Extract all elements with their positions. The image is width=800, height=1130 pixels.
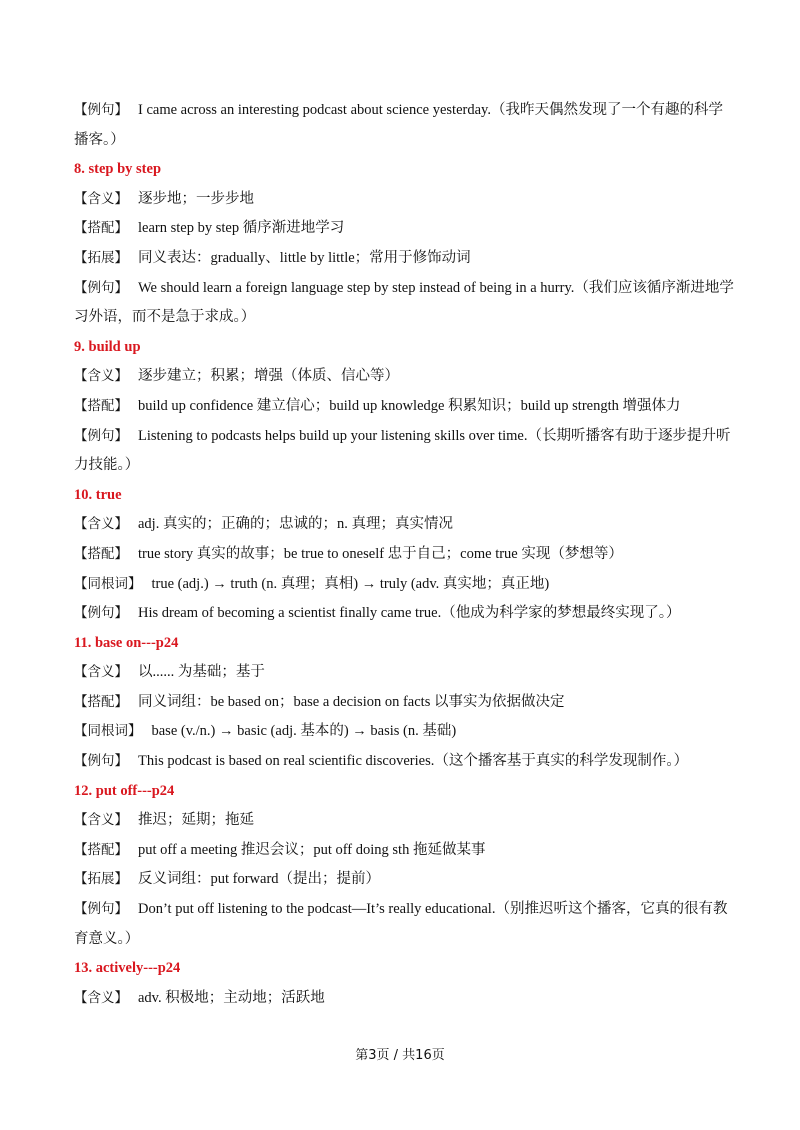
- entry-line: [74, 599, 734, 629]
- entry-tag: 【拓展】: [74, 871, 128, 888]
- entry-tag: 【含义】: [74, 989, 128, 1006]
- entry-line: [74, 717, 734, 747]
- entry-line: [74, 688, 734, 718]
- entry-tag: 【含义】: [74, 812, 128, 829]
- entry-tag: 【例句】: [74, 102, 128, 118]
- entry-content: Don’t put off listening to the podcast—It’s really educational.（别推迟听这个播客，它真的很有教育意义。）: [74, 901, 728, 947]
- entry-content: We should learn a foreign language step by step instead of being in a hurry.（我们应该循序渐进地学习外语，而不是急于求成。）: [74, 279, 734, 326]
- entry-line: [74, 836, 734, 866]
- entry-heading: 10. true: [74, 486, 122, 503]
- entry-tag: 【搭配】: [74, 693, 128, 710]
- entry-tag: 【含义】: [74, 664, 128, 681]
- entry-content: 以...... 为基础；基于: [138, 664, 265, 681]
- entry-content: 推迟；延期；拖延: [138, 812, 254, 829]
- document-body: [74, 96, 734, 1013]
- entry-content: 反义词组：put forward（提出；提前）: [138, 871, 381, 888]
- entry-tag: 【拓展】: [74, 249, 128, 266]
- entry-line: [74, 274, 734, 333]
- entry-heading: 8. step by step: [74, 161, 162, 178]
- entry-content: build up confidence 建立信心；build up knowledge 积累知识；build up strength 增强体力: [138, 397, 681, 414]
- entry-heading: 11. base on---p24: [74, 634, 179, 651]
- entry-line: [74, 510, 734, 540]
- entry-content: learn step by step 循序渐进地学习: [138, 220, 345, 237]
- entry-content: true (adj.) → truth (n. 真理；真相) → truly (adv. 真实地；真正地): [151, 575, 550, 592]
- entry-tag: 【含义】: [74, 368, 128, 385]
- entry-line: [74, 244, 734, 274]
- entry-tag: 【例句】: [74, 605, 128, 622]
- entry-line: [74, 658, 734, 688]
- entry-content: I came across an interesting podcast about science yesterday.（我昨天偶然发现了一个有趣的科学播客。）: [74, 102, 723, 148]
- entry-tag: 【搭配】: [74, 220, 128, 237]
- entry-tag: 【例句】: [74, 901, 128, 918]
- entry-tag: 【搭配】: [74, 841, 128, 858]
- entry-tag: 【例句】: [74, 427, 128, 444]
- entry-tag: 【搭配】: [74, 397, 128, 414]
- entry-content: 逐步地；一步步地: [138, 190, 254, 207]
- entry-content: 逐步建立；积累；增强（体质、信心等）: [138, 368, 399, 385]
- entry-line: [74, 806, 734, 836]
- entry-tag: 【搭配】: [74, 545, 128, 562]
- entry-tag: 【例句】: [74, 279, 128, 296]
- entry-line: [74, 96, 734, 155]
- entry-heading: 12. put off---p24: [74, 782, 175, 799]
- entry-content: This podcast is based on real scientific discoveries.（这个播客基于真实的科学发现制作。）: [138, 753, 689, 770]
- entry-line: [74, 984, 734, 1014]
- entry-line: [74, 865, 734, 895]
- entry-content: His dream of becoming a scientist finally came true.（他成为科学家的梦想最终实现了。）: [138, 605, 681, 622]
- entry-content: 同义表达：gradually、little by little；常用于修饰动词: [138, 249, 471, 266]
- entry-line: [74, 895, 734, 954]
- entry-line: [74, 362, 734, 392]
- entry-tag: 【含义】: [74, 516, 128, 533]
- entry-line: [74, 392, 734, 422]
- entry-content: adv. 积极地；主动地；活跃地: [138, 989, 325, 1006]
- entry-content: base (v./n.) → basic (adj. 基本的) → basis (n. 基础): [151, 723, 457, 740]
- page-footer: 第3页 / 共16页: [355, 1048, 445, 1063]
- entry-line: [74, 214, 734, 244]
- entry-content: true story 真实的故事；be true to oneself 忠于自己；come true 实现（梦想等）: [138, 545, 623, 562]
- entry-tag: 【同根词】: [74, 723, 142, 740]
- entry-tag: 【同根词】: [74, 575, 142, 592]
- entry-content: adj. 真实的；正确的；忠诚的；n. 真理；真实情况: [138, 516, 453, 533]
- entry-tag: 【例句】: [74, 753, 128, 770]
- entry-heading: 13. actively---p24: [74, 960, 181, 977]
- entry-line: [74, 747, 734, 777]
- entry-content: 同义词组：be based on；base a decision on facts 以事实为依据做决定: [138, 693, 565, 710]
- entry-line: [74, 540, 734, 570]
- entry-content: Listening to podcasts helps build up your listening skills over time.（长期听播客有助于逐步提升听力技能。）: [74, 427, 731, 474]
- entry-line: [74, 422, 734, 481]
- entry-tag: 【含义】: [74, 190, 128, 207]
- entry-heading: 9. build up: [74, 338, 141, 355]
- entry-line: [74, 185, 734, 215]
- entry-line: [74, 570, 734, 600]
- entry-content: put off a meeting 推迟会议；put off doing sth 拖延做某事: [138, 841, 486, 858]
